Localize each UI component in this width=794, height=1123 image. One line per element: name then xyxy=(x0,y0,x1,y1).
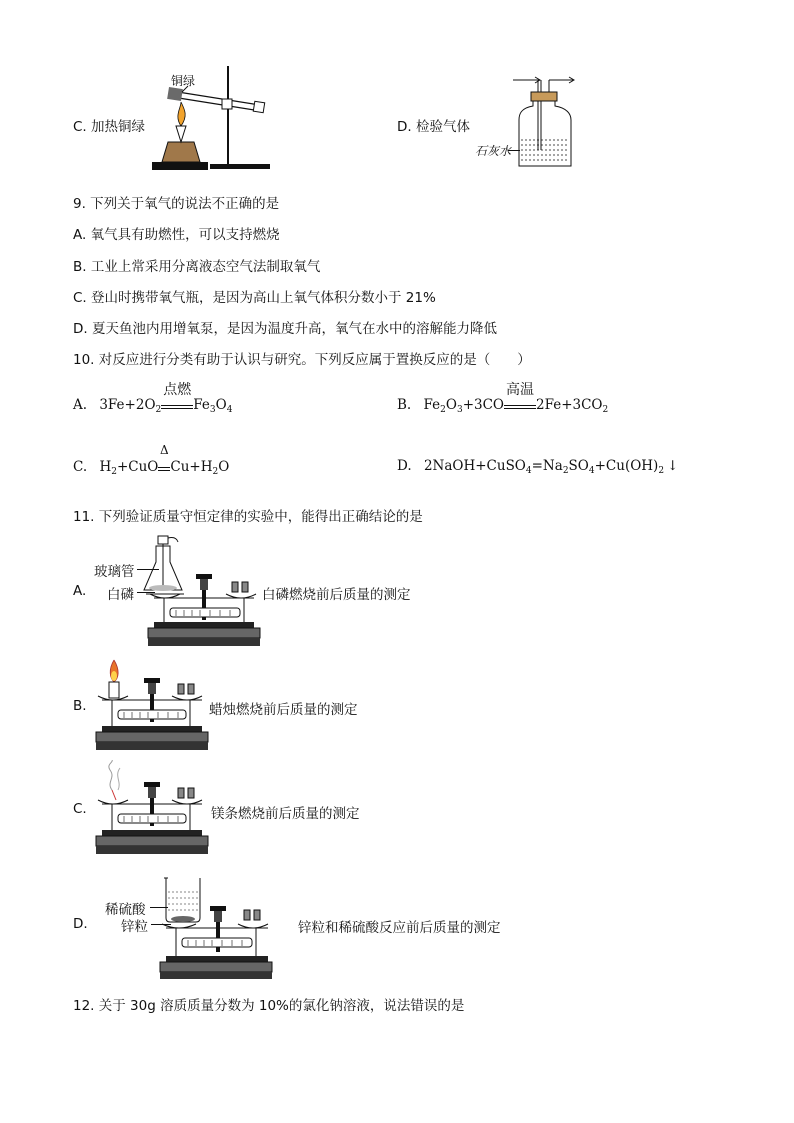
q11-option-b-letter: B. xyxy=(73,698,87,714)
balance-white-phosphorus-figure xyxy=(140,532,265,650)
dilute-sulfuric-acid-label: 稀硫酸 xyxy=(105,902,146,918)
balance-candle-figure xyxy=(92,656,210,752)
limewater-label: 石灰水 xyxy=(475,144,512,158)
q11-option-a-caption: 白磷燃烧前后质量的测定 xyxy=(262,587,411,603)
zinc-granule-label: 锌粒 xyxy=(121,919,148,935)
option-c-letter: C. xyxy=(73,459,88,475)
q10-option-b: B. $Fe_2O_3+3CO$ 高温 $2Fe+3CO_2$ xyxy=(397,382,609,415)
limewater-pointer xyxy=(508,150,520,151)
option-a-letter: A. xyxy=(73,397,88,413)
q9-option-a: A. 氧气具有助燃性，可以支持燃烧 xyxy=(73,227,280,243)
white-phosphorus-pointer xyxy=(137,592,155,593)
acid-pointer xyxy=(150,907,168,908)
q10-option-c: C. $H_2+CuO$ Δ $Cu+H_2O$ xyxy=(73,443,230,477)
option-c-label: C. 加热铜绿 xyxy=(73,119,146,135)
q11-option-b-caption: 蜡烛燃烧前后质量的测定 xyxy=(209,702,358,718)
white-phosphorus-label: 白磷 xyxy=(107,587,134,603)
q11-option-d-letter: D. xyxy=(73,916,88,932)
heating-copper-green-figure xyxy=(148,64,273,172)
q12-stem: 12. 关于 30g 溶质质量分数为 10%的氯化钠溶液，说法错误的是 xyxy=(73,998,465,1014)
option-d-letter: D. xyxy=(397,458,412,474)
option-d-label: D. 检验气体 xyxy=(397,119,470,135)
q9-option-d: D. 夏天鱼池内用增氧泵，是因为温度升高，氧气在水中的溶解能力降低 xyxy=(73,321,497,337)
q10-option-d: D. $2NaOH+CuSO_4=Na_2SO_4+Cu(OH)_2$ ↓ xyxy=(397,458,679,476)
glass-tube-pointer xyxy=(137,569,159,570)
q9-option-c: C. 登山时携带氧气瓶，是因为高山上氧气体积分数小于 21% xyxy=(73,290,436,306)
q11-option-d-caption: 锌粒和稀硫酸反应前后质量的测定 xyxy=(298,920,501,936)
copper-green-label: 铜绿 xyxy=(171,74,196,88)
q10-option-a: A. $3Fe+2O_2$ 点燃 $Fe_3O_4$ xyxy=(73,382,233,415)
q10-stem: 10. 对反应进行分类有助于认识与研究。下列反应属于置换反应的是（ ） xyxy=(73,352,531,368)
balance-magnesium-figure xyxy=(92,760,210,856)
q11-option-a-letter: A. xyxy=(73,583,87,599)
q9-stem: 9. 下列关于氧气的说法不正确的是 xyxy=(73,196,280,212)
zinc-pointer xyxy=(151,924,171,925)
option-b-letter: B. xyxy=(397,397,412,413)
glass-tube-label: 玻璃管 xyxy=(94,564,135,580)
q11-option-c-caption: 镁条燃烧前后质量的测定 xyxy=(211,806,360,822)
q11-stem: 11. 下列验证质量守恒定律的实验中，能得出正确结论的是 xyxy=(73,509,423,525)
q11-option-c-letter: C. xyxy=(73,801,87,817)
q9-option-b: B. 工业上常采用分离液态空气法制取氧气 xyxy=(73,259,321,275)
gas-test-bottle-figure xyxy=(505,74,585,170)
balance-zinc-acid-figure xyxy=(152,872,274,980)
